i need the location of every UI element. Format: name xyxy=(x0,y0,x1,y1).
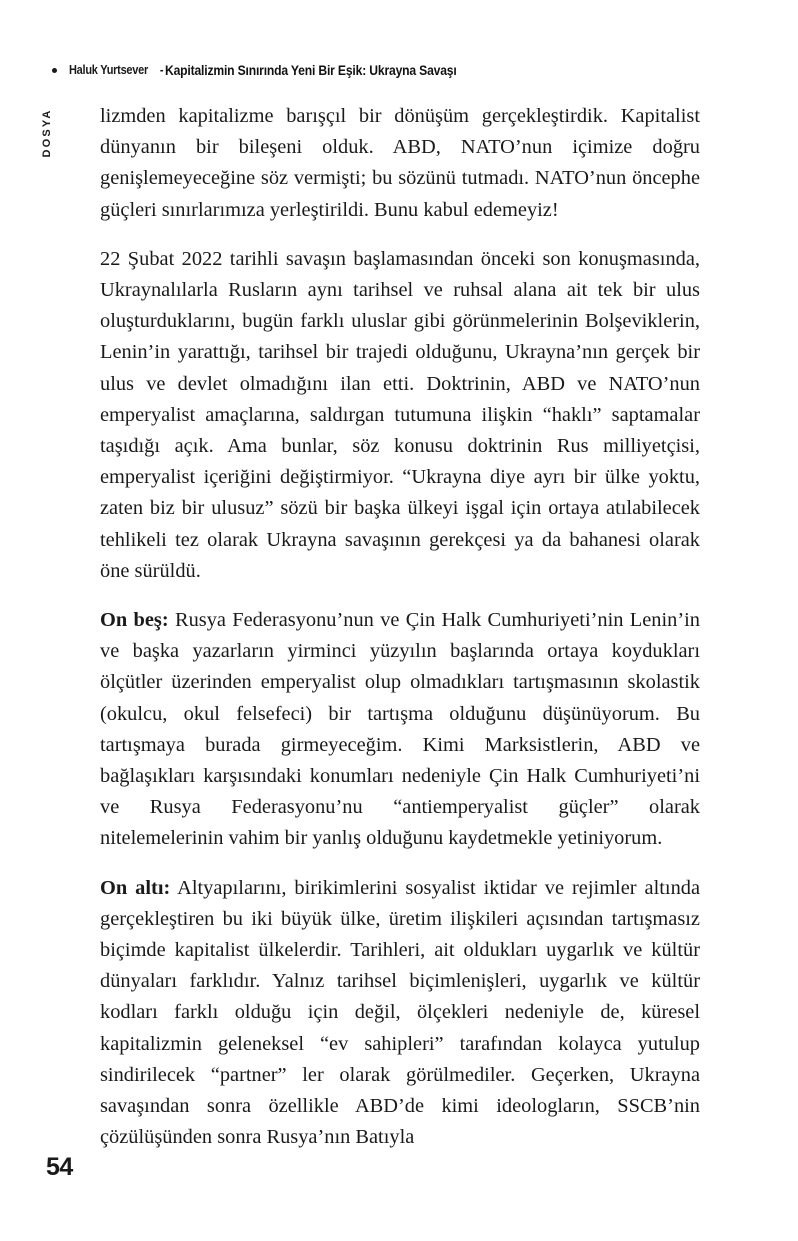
paragraph-text: lizmden kapitalizme barışçıl bir dönüşüm gerçekleştirdik. Kapitalist dünyanın bir bileşeni olduk. ABD, NATO’nun içimize doğru genişlemeyeceğine söz vermişti; bu sözünü tutmadı. NATO’nun öncephe güçleri sınırlarımıza yerleştirildi. Bunu kabul edemeyiz! xyxy=(100,105,700,221)
running-header xyxy=(52,60,752,80)
header-separator: - xyxy=(159,63,164,77)
paragraph xyxy=(100,873,700,1154)
page-number: 54 xyxy=(46,1153,73,1181)
paragraph-text: 22 Şubat 2022 tarihli savaşın başlamasından önceki son konuşmasında, Ukraynalılarla Rusların aynı tarihsel ve ruhsal alana ait tek bir ulus oluşturduklarını, bugün farklı uluslar gibi görünmelerinin Bolşeviklerin, Lenin’in yarattığı, tarihsel bir trajedi olduğunu, Ukrayna’nın gerçek bir ulus ve devlet olmadığını ilan etti. Doktrinin, ABD ve NATO’nun emperyalist amaçlarına, saldırgan tutumuna ilişkin “haklı” saptamalar taşıdığı açık. Ama bunlar, söz konusu doktrinin Rus milliyetçisi, emperyalist içeriğini değiştirmiyor. “Ukrayna diye ayrı bir ülke yoktu, zaten biz bir ulusuz” sözü bir başka ülkeyi işgal için ortaya atılabilecek tehlikeli tez olarak Ukrayna savaşının gerekçesi ya da bahanesi olarak öne sürüldü. xyxy=(100,247,700,582)
paragraph xyxy=(100,244,700,587)
header-article-title: Kapitalizmin Sınırında Yeni Bir Eşik: Ukrayna Savaşı xyxy=(164,62,457,78)
section-tab xyxy=(34,98,60,168)
section-tab-label: DOSYA xyxy=(41,108,53,158)
body-text-column xyxy=(100,101,700,1154)
paragraph xyxy=(100,101,700,226)
bullet-icon xyxy=(52,68,57,73)
paragraph-lead: On altı: xyxy=(100,876,171,899)
paragraph xyxy=(100,605,700,855)
paragraph-text: Altyapılarını, birikimlerini sosyalist iktidar ve rejimler altında gerçekleştiren bu iki büyük ülke, üretim ilişkileri açısından tartışmasız biçimde kapitalist ülkelerdir. Tarihleri, ait oldukları uygarlık ve kültür dünyaları farklıdır. Yalnız tarihsel biçimlenişleri, uygarlık ve kültür kodları farklı olduğu için değil, ölçekleri nedeniyle de, küresel kapitalizmin geleneksel “ev sahipleri” tarafından kolayca yutulup sindirilecek “partner” ler olarak görülmediler. Geçerken, Ukrayna savaşından sonra özellikle ABD’de kimi ideologların, SSCB’nin çözülüşünden sonra Rusya’nın Batıyla xyxy=(100,876,701,1149)
paragraph-text: Rusya Federasyonu’nun ve Çin Halk Cumhuriyeti’nin Lenin’in ve başka yazarların yirminci yüzyılın başlarında ortaya koydukları ölçütler üzerinden emperyalist olup olmadıkları tartışmasının skolastik (okulcu, okul felsefeci) bir tartışma olduğunu düşünüyorum. Bu tartışmaya burada girmeyeceğim. Kimi Marksistlerin, ABD ve bağlaşıkları karşısındaki konumları nedeniyle Çin Halk Cumhuriyeti’ni ve Rusya Federasyonu’nu “antiemperyalist güçler” olarak nitelemelerinin vahim bir yanlış olduğunu kaydetmekle yetiniyorum. xyxy=(100,609,700,850)
paragraph-lead: On beş: xyxy=(100,609,169,632)
header-author: Haluk Yurtsever xyxy=(69,63,149,77)
